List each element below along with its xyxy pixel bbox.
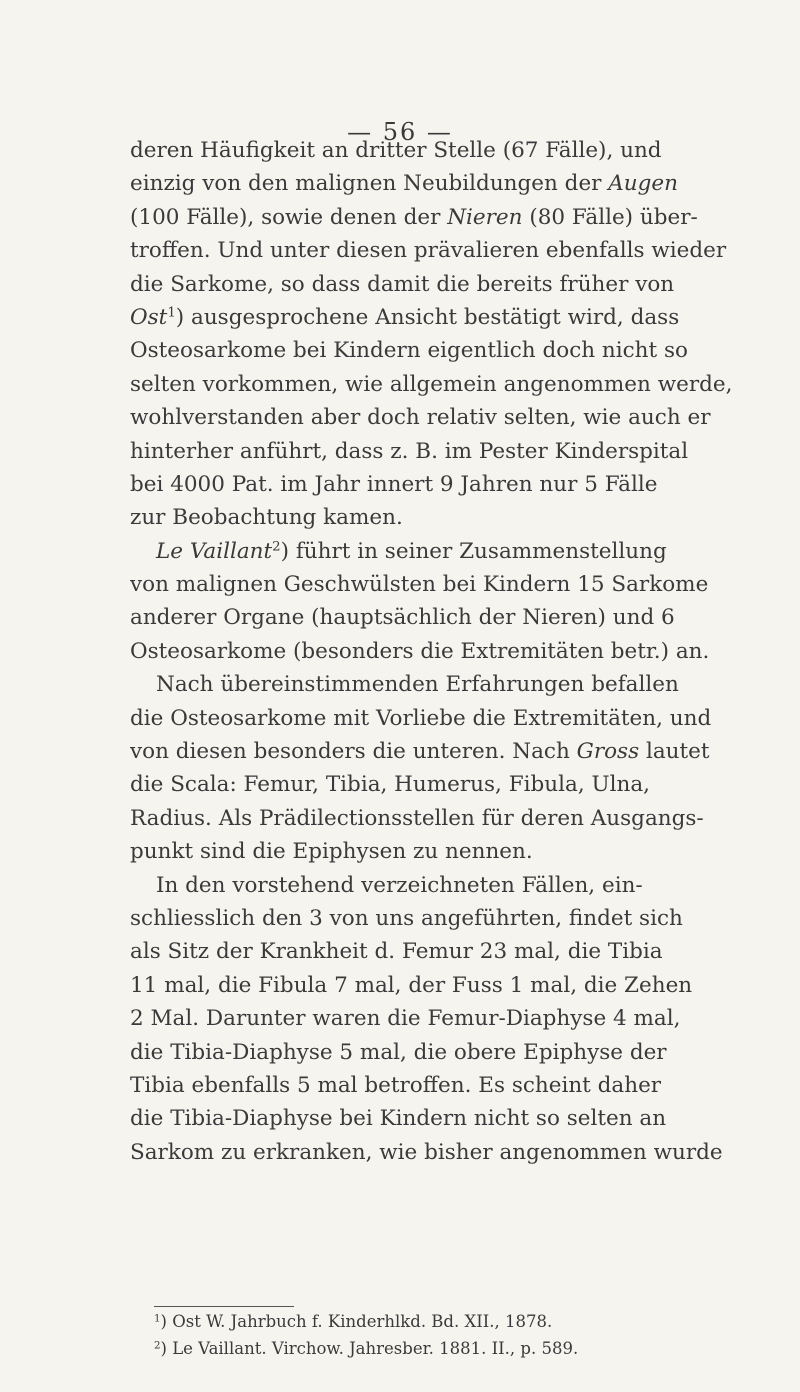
footnote-1 <box>154 1308 774 1335</box>
footnote-divider <box>154 1306 294 1307</box>
text-line: Tibia ebenfalls 5 mal betroffen. Es scheint daher <box>130 1072 662 1098</box>
text-line: wohlverstanden aber doch relativ selten, wie auch er <box>130 405 711 431</box>
footnote-2 <box>154 1335 774 1362</box>
author-ost: Ost <box>130 304 168 330</box>
text-line: die Tibia-Diaphyse 5 mal, die obere Epiphyse der <box>130 1039 667 1065</box>
text-line: 2 Mal. Darunter waren die Femur-Diaphyse 4 mal, <box>130 1006 681 1032</box>
emphasis-nieren: Nieren <box>447 204 523 230</box>
text-line: Osteosarkome bei Kindern eigentlich doch nicht so <box>130 338 688 364</box>
text-line <box>130 535 780 568</box>
text-line: selten vorkommen, wie allgemein angenommen werde, <box>130 371 733 397</box>
footnotes <box>154 1308 774 1362</box>
text-line: anderer Organe (hauptsächlich der Nieren) und 6 <box>130 605 675 631</box>
text-line: troffen. Und unter diesen prävalieren ebenfalls wieder <box>130 238 727 264</box>
text-line: schliesslich den 3 von uns angeführten, findet sich <box>130 905 683 931</box>
text-line: hinterher anführt, dass z. B. im Pester Kinderspital <box>130 438 689 464</box>
text-line: die Scala: Femur, Tibia, Humerus, Fibula, Ulna, <box>130 772 650 798</box>
text-line: die Tibia-Diaphyse bei Kindern nicht so selten an <box>130 1106 667 1132</box>
text-span: ) führt in seiner Zusammenstellung <box>280 538 667 564</box>
footnote-text: ) Ost W. Jahrbuch f. Kinderhlkd. Bd. XII., 1878. <box>160 1312 553 1331</box>
text-line <box>130 167 780 200</box>
author-gross: Gross <box>576 739 640 765</box>
text-line: die Sarkome, so dass damit die bereits früher von <box>130 271 675 297</box>
text-line <box>130 201 780 234</box>
text-line <box>130 735 780 768</box>
text-line: In den vorstehend verzeichneten Fällen, ein- <box>156 872 643 898</box>
text-line: bei 4000 Pat. im Jahr innert 9 Jahren nur 5 Fälle <box>130 471 658 497</box>
text-line: 11 mal, die Fibula 7 mal, der Fuss 1 mal, die Zehen <box>130 972 693 998</box>
text-line: Nach übereinstimmenden Erfahrungen befallen <box>156 672 679 698</box>
author-le-vaillant: Le Vaillant <box>156 538 273 564</box>
text-line: die Osteosarkome mit Vorliebe die Extremitäten, und <box>130 705 712 731</box>
emphasis-augen: Augen <box>608 171 678 197</box>
footnote-mark-2: 2 <box>154 1340 161 1352</box>
text-span: ) ausgesprochene Ansicht bestätigt wird, dass <box>175 304 680 330</box>
text-span: (80 Fälle) über- <box>522 204 698 230</box>
text-line: von malignen Geschwülsten bei Kindern 15 Sarkome <box>130 572 709 598</box>
footnote-ref-1: 1 <box>167 305 176 321</box>
text-span: (100 Fälle), sowie denen der <box>130 204 448 230</box>
page-number: — 56 — <box>347 118 453 146</box>
body-text <box>130 134 780 1169</box>
text-line: als Sitz der Krankheit d. Femur 23 mal, die Tibia <box>130 939 663 965</box>
footnote-text: ) Le Vaillant. Virchow. Jahresber. 1881. II., p. 589. <box>160 1339 579 1358</box>
text-line: zur Beobachtung kamen. <box>130 505 403 531</box>
text-line: Osteosarkome (besonders die Extremitäten betr.) an. <box>130 638 710 664</box>
text-span: von diesen besonders die unteren. Nach <box>130 739 577 765</box>
text-line: punkt sind die Epiphysen zu nennen. <box>130 839 533 865</box>
text-line: deren Häufigkeit an dritter Stelle (67 Fälle), und <box>130 138 662 163</box>
footnote-mark-1: 1 <box>154 1313 161 1325</box>
text-line <box>130 301 780 334</box>
text-line: Sarkom zu erkranken, wie bisher angenommen wurde <box>130 1139 723 1165</box>
text-span: lautet <box>639 739 710 765</box>
footnote-ref-2: 2 <box>272 539 281 555</box>
text-span: einzig von den malignen Neubildungen der <box>130 171 609 197</box>
text-line: Radius. Als Prädilectionsstellen für deren Ausgangs- <box>130 805 704 831</box>
